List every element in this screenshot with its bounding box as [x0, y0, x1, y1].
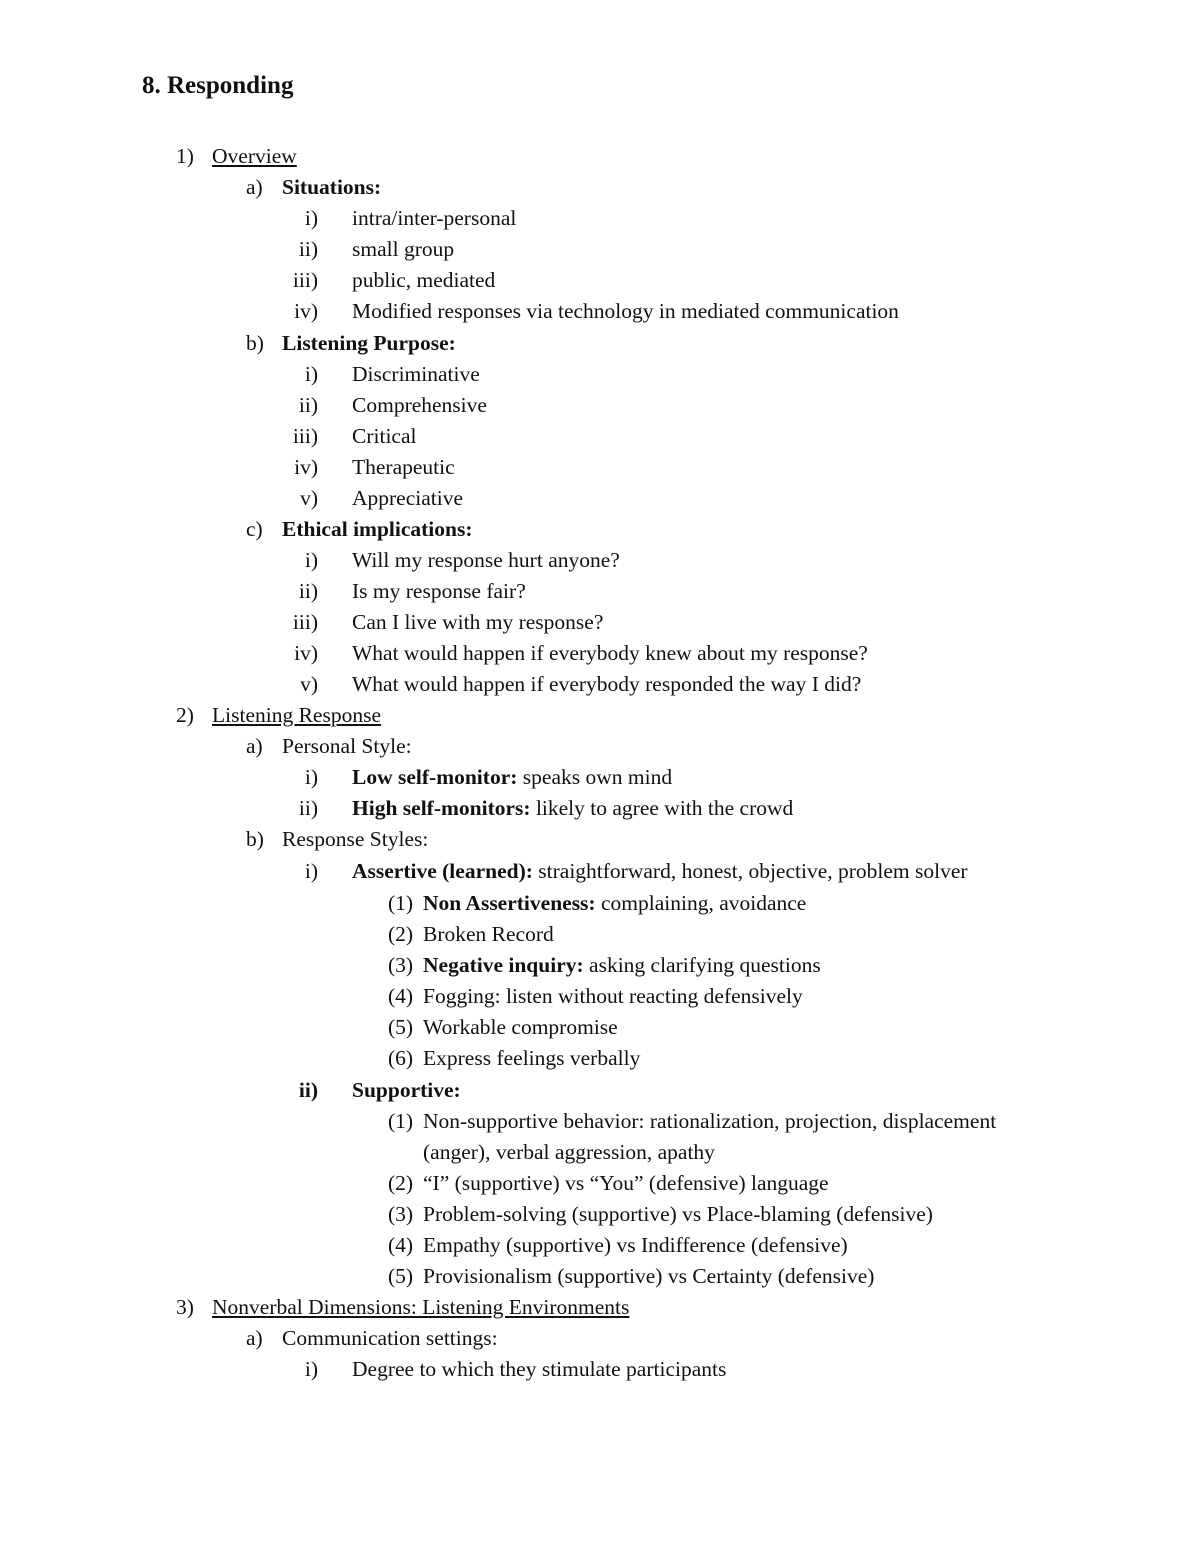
item-numeral: i)	[304, 362, 318, 386]
item-numeral: i)	[304, 859, 318, 883]
item-text: Is my response fair?	[352, 579, 526, 603]
sub-item-definition: complaining, avoidance	[595, 891, 807, 915]
section-heading: Overview	[212, 144, 297, 168]
sub-item-term: Non Assertiveness:	[423, 891, 596, 915]
item-text: Modified responses via technology in mediated communication	[352, 299, 899, 323]
sub-item-text: Empathy (supportive) vs Indifference (defensive)	[423, 1233, 848, 1257]
item-numeral: ii)	[298, 579, 318, 603]
sub-item-number: (4)	[388, 1233, 414, 1257]
item-numeral: ii)	[298, 1078, 318, 1102]
item-numeral: ii)	[298, 796, 318, 820]
item-numeral: v)	[300, 486, 318, 510]
subsection-label: Personal Style:	[282, 734, 412, 758]
sub-item-text: “I” (supportive) vs “You” (defensive) language	[423, 1171, 829, 1195]
item-numeral: iii)	[292, 424, 318, 448]
sub-item-number: (1)	[388, 891, 414, 915]
sub-item-number: (6)	[388, 1046, 414, 1070]
document-title: 8. Responding	[142, 72, 294, 99]
item-numeral: iv)	[294, 299, 318, 323]
subsection-letter: a)	[246, 175, 263, 199]
sub-item-number: (2)	[388, 922, 414, 946]
subsection-label: Situations:	[282, 175, 382, 199]
subsection-label: Listening Purpose:	[282, 331, 456, 355]
subsection-letter: a)	[246, 734, 263, 758]
sub-item-text: Provisionalism (supportive) vs Certainty (defensive)	[423, 1264, 875, 1288]
section-heading: Nonverbal Dimensions: Listening Environments	[212, 1295, 630, 1319]
item-numeral: i)	[304, 206, 318, 230]
item-text: Can I live with my response?	[352, 610, 604, 634]
subsection-letter: b)	[246, 827, 264, 851]
item-text: Will my response hurt anyone?	[352, 548, 620, 572]
section-number: 3)	[176, 1295, 194, 1319]
sub-item-number: (1)	[388, 1109, 414, 1133]
item-text: small group	[352, 237, 455, 261]
item-numeral: ii)	[298, 393, 318, 417]
subsection-label: Ethical implications:	[282, 517, 473, 541]
sub-item-number: (3)	[388, 1202, 414, 1226]
sub-item-text: Broken Record	[423, 922, 554, 946]
sub-item-text: Problem-solving (supportive) vs Place-blaming (defensive)	[423, 1202, 933, 1226]
item-text: Appreciative	[352, 486, 464, 510]
subsection-letter: a)	[246, 1326, 263, 1350]
item-text: Therapeutic	[352, 455, 455, 479]
item-numeral: i)	[304, 765, 318, 789]
item-text	[352, 764, 672, 790]
item-term: Low self-monitor:	[352, 765, 518, 789]
item-numeral: i)	[304, 1357, 318, 1381]
sub-item-term: Negative inquiry:	[423, 953, 584, 977]
section-heading: Listening Response	[212, 703, 381, 727]
item-text: intra/inter-personal	[352, 206, 517, 230]
item-text: Discriminative	[352, 362, 480, 386]
item-text	[352, 858, 968, 884]
item-text: Comprehensive	[352, 393, 487, 417]
item-numeral: iv)	[294, 641, 318, 665]
item-definition: likely to agree with the crowd	[530, 796, 794, 820]
sub-item-text: Workable compromise	[423, 1015, 618, 1039]
sub-item-definition: asking clarifying questions	[583, 953, 821, 977]
subsection-letter: b)	[246, 331, 264, 355]
item-definition: straightforward, honest, objective, problem solver	[532, 859, 968, 883]
section-number: 2)	[176, 703, 194, 727]
sub-item-text	[423, 890, 806, 916]
sub-item-text: Express feelings verbally	[423, 1046, 641, 1070]
item-numeral: v)	[300, 672, 318, 696]
item-text: Degree to which they stimulate participants	[352, 1357, 727, 1381]
item-numeral: iii)	[292, 610, 318, 634]
sub-item-text: Fogging: listen without reacting defensively	[423, 984, 803, 1008]
sub-item-text: Non-supportive behavior: rationalization, projection, displacement	[423, 1109, 997, 1133]
section-number: 1)	[176, 144, 194, 168]
item-numeral: iii)	[292, 268, 318, 292]
subsection-letter: c)	[246, 517, 263, 541]
sub-item-number: (5)	[388, 1264, 414, 1288]
sub-item-text	[423, 952, 821, 978]
sub-item-number: (2)	[388, 1171, 414, 1195]
item-definition: speaks own mind	[517, 765, 673, 789]
sub-item-text-continued: (anger), verbal aggression, apathy	[423, 1140, 715, 1164]
sub-item-number: (4)	[388, 984, 414, 1008]
subsection-label: Communication settings:	[282, 1326, 498, 1350]
item-term: Assertive (learned):	[352, 859, 533, 883]
item-text: What would happen if everybody knew about my response?	[352, 641, 868, 665]
item-numeral: ii)	[298, 237, 318, 261]
item-text: Critical	[352, 424, 417, 448]
item-numeral: iv)	[294, 455, 318, 479]
sub-item-number: (5)	[388, 1015, 414, 1039]
item-numeral: i)	[304, 548, 318, 572]
item-text: public, mediated	[352, 268, 496, 292]
item-term: Supportive:	[352, 1078, 461, 1102]
sub-item-number: (3)	[388, 953, 414, 977]
item-text: What would happen if everybody responded the way I did?	[352, 672, 862, 696]
item-text	[352, 795, 793, 821]
item-term: High self-monitors:	[352, 796, 531, 820]
subsection-label: Response Styles:	[282, 827, 429, 851]
